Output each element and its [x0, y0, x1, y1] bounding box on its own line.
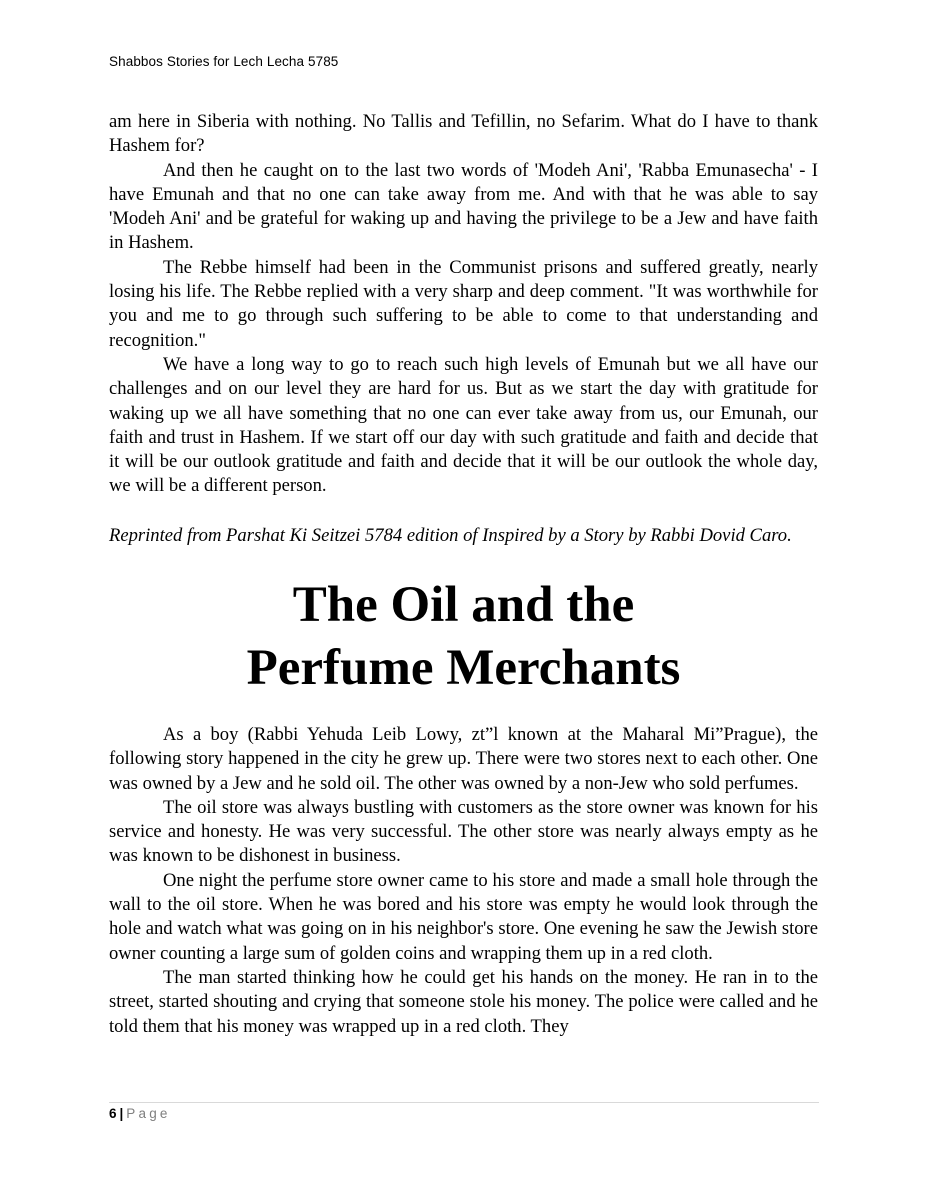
- page-label: Page: [126, 1106, 171, 1121]
- paragraph: The Rebbe himself had been in the Communist prisons and suffered greatly, nearly losing his life. The Rebbe replied with a very sharp and deep comment. "It was worthwhile for you and me to go through such suffering to be able to come to that understanding and recognition.": [109, 256, 818, 351]
- continuation-text: [109, 110, 818, 499]
- running-header: Shabbos Stories for Lech Lecha 5785: [109, 54, 339, 69]
- paragraph: The oil store was always bustling with customers as the store owner was known for his service and honesty. He was very successful. The other store was nearly always empty as he was known to be dishonest in business.: [109, 796, 818, 867]
- footer-divider: [109, 1102, 819, 1103]
- paragraph: The man started thinking how he could get his hands on the money. He ran in to the street, started shouting and crying that someone stole his money. The police were called and he told them that his money was wrapped up in a red cloth. They: [109, 966, 818, 1037]
- article-body: [109, 723, 818, 1039]
- page-number: 6: [109, 1106, 117, 1121]
- page-footer: [109, 1106, 171, 1121]
- page-separator: |: [119, 1106, 124, 1121]
- article-title: [109, 574, 818, 700]
- article-title-line-1: The Oil and the: [292, 577, 635, 633]
- article-title-line-2: Perfume Merchants: [246, 640, 681, 696]
- reprint-credit: Reprinted from Parshat Ki Seitzei 5784 edition of Inspired by a Story by Rabbi Dovid Caro.: [109, 525, 792, 546]
- paragraph: And then he caught on to the last two words of 'Modeh Ani', 'Rabba Emunasecha' - I have Emunah and that no one can take away from me. And with that he was able to say 'Modeh Ani' and be grateful for waking up and having the privilege to be a Jew and have faith in Hashem.: [109, 159, 818, 254]
- paragraph: One night the perfume store owner came to his store and made a small hole through the wall to the oil store. When he was bored and his store was empty he would look through the hole and watch what was going on in his neighbor's store. One evening he saw the Jewish store owner counting a large sum of golden coins and wrapping them up in a red cloth.: [109, 869, 818, 964]
- paragraph: We have a long way to go to reach such high levels of Emunah but we all have our challenges and on our level they are hard for us. But as we start the day with gratitude for waking up we all have something that no one can ever take away from us, our Emunah, our faith and trust in Hashem. If we start off our day with such gratitude and faith and decide that it will be our outlook gratitude and faith and decide that it will be our outlook the whole day, we will be a different person.: [109, 353, 818, 497]
- paragraph: am here in Siberia with nothing. No Tallis and Tefillin, no Sefarim. What do I have to thank Hashem for?: [109, 111, 818, 157]
- paragraph: As a boy (Rabbi Yehuda Leib Lowy, zt”l known at the Maharal Mi”Prague), the following story happened in the city he grew up. There were two stores next to each other. One was owned by a Jew and he sold oil. The other was owned by a non-Jew who sold perfumes.: [109, 724, 818, 794]
